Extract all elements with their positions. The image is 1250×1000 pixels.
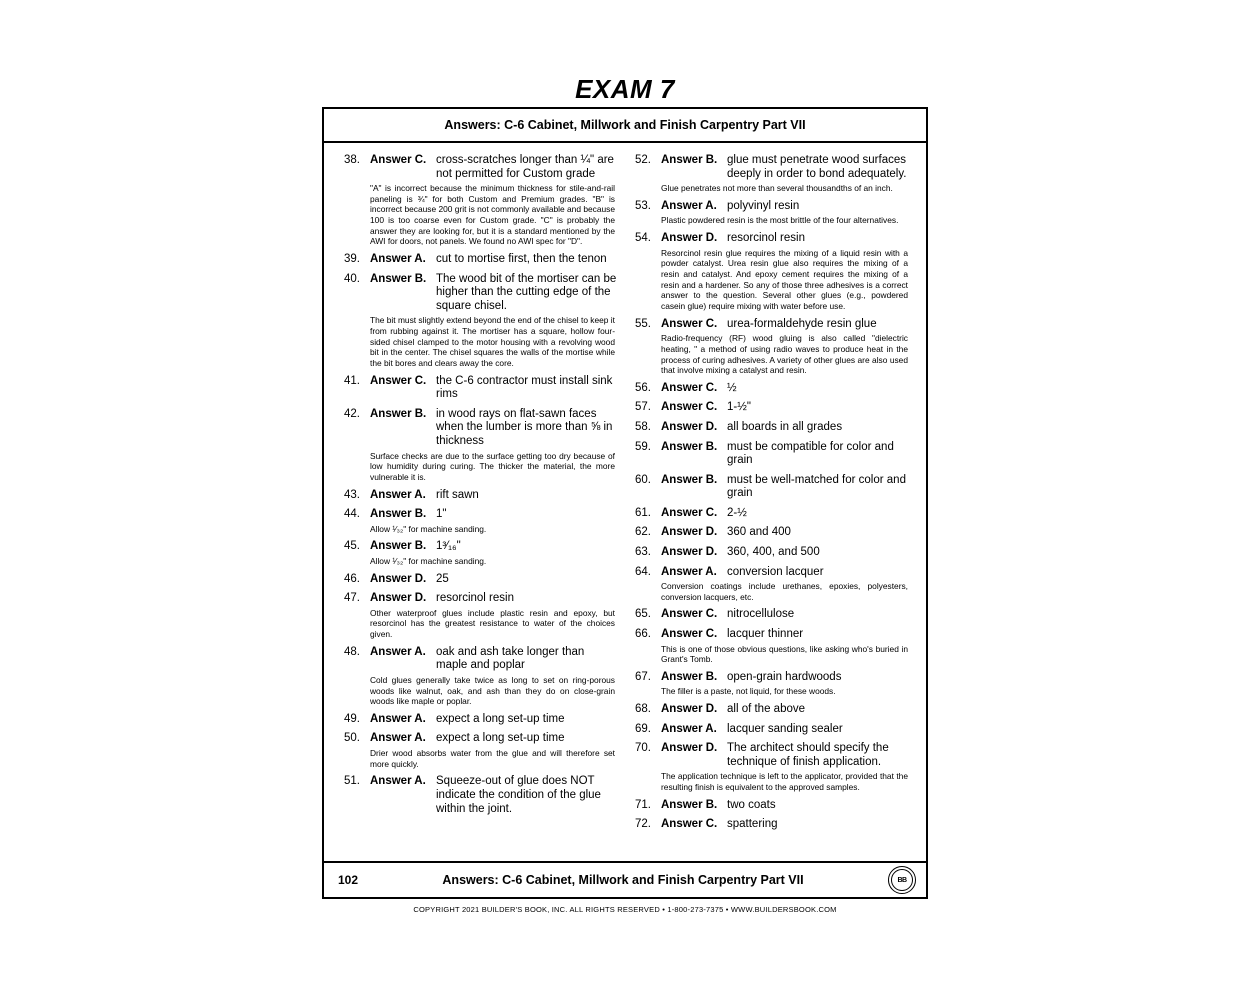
answer-number: 67. xyxy=(635,670,651,683)
answer-explanation: Plastic powdered resin is the most brittle of the four alternatives. xyxy=(661,215,899,226)
answer-number: 48. xyxy=(344,645,360,658)
row-spacer xyxy=(344,817,617,821)
answer-text: polyvinyl resin xyxy=(727,199,800,212)
answer-row xyxy=(344,591,617,606)
answer-number: 52. xyxy=(635,154,651,166)
answer-number: 54. xyxy=(635,232,651,245)
answer-letter: Answer D. xyxy=(661,232,718,245)
sheet-footer xyxy=(324,861,926,897)
answer-text: the C-6 contractor must install sink rims xyxy=(436,374,613,401)
answer-row xyxy=(635,607,910,622)
answer-row xyxy=(635,231,910,246)
answer-number: 45. xyxy=(344,540,360,553)
answer-row xyxy=(635,153,910,181)
answer-number: 64. xyxy=(635,565,651,578)
answer-letter: Answer A. xyxy=(370,732,426,745)
answer-text: rift sawn xyxy=(436,488,479,501)
answer-number: 69. xyxy=(635,722,651,735)
answer-explanation: Surface checks are due to the surface getting too dry because of low humidity during curing. The thicker the material, the more vulnerable it is. xyxy=(370,450,615,482)
answer-letter: Answer D. xyxy=(661,526,718,539)
answer-number: 58. xyxy=(635,421,651,433)
answer-row xyxy=(635,702,910,717)
answer-row xyxy=(344,572,617,587)
answer-letter: Answer B. xyxy=(661,670,718,683)
answer-row xyxy=(635,506,910,521)
answer-letter: Answer D. xyxy=(661,545,718,558)
answer-letter: Answer D. xyxy=(370,592,427,605)
answer-text: cut to mortise first, then the tenon xyxy=(436,253,607,266)
answer-letter: Answer B. xyxy=(661,154,718,166)
answer-letter: Answer A. xyxy=(370,712,426,725)
answer-row xyxy=(344,731,617,746)
answer-text: lacquer thinner xyxy=(727,627,804,640)
answer-text: spattering xyxy=(727,818,778,831)
answer-text: 2-½ xyxy=(727,506,747,519)
answer-row xyxy=(635,440,910,468)
answer-row xyxy=(344,774,617,816)
answer-number: 70. xyxy=(635,742,651,755)
answer-text: two coats xyxy=(727,798,776,811)
answer-letter: Answer D. xyxy=(370,572,427,585)
answer-letter: Answer B. xyxy=(370,508,427,521)
answer-number: 61. xyxy=(635,506,651,519)
answer-number: 60. xyxy=(635,473,651,486)
answer-letter: Answer B. xyxy=(370,540,427,553)
answer-letter: Answer B. xyxy=(370,407,427,420)
answer-number: 47. xyxy=(344,592,360,605)
answer-row xyxy=(635,381,910,396)
answer-explanation: Conversion coatings include urethanes, epoxies, polyesters, conversion lacquers, etc. xyxy=(661,581,908,602)
answer-sheet xyxy=(322,107,928,899)
answer-letter: Answer C. xyxy=(661,818,718,831)
answer-explanation: Radio-frequency (RF) wood gluing is also called "dielectric heating, " a method of using radio waves to produce heat in the process of curing adhesives. A variety of other glues are also used that involve mixing a catalyst and resin. xyxy=(661,333,908,376)
answer-letter: Answer A. xyxy=(661,565,717,578)
answer-row xyxy=(635,199,910,214)
answer-text: all boards in all grades xyxy=(727,421,843,433)
answer-row xyxy=(344,507,617,522)
answer-text: The wood bit of the mortiser can be higher than the cutting edge of the square chisel. xyxy=(436,272,617,312)
answer-row xyxy=(635,627,910,642)
answer-row xyxy=(635,798,910,813)
answer-number: 50. xyxy=(344,732,360,745)
sheet-header-title: Answers: C-6 Cabinet, Millwork and Finish Carpentry Part VII xyxy=(444,118,806,132)
answer-number: 46. xyxy=(344,572,360,585)
answer-row xyxy=(635,565,910,580)
answer-explanation: Allow ¹⁄₃₂" for machine sanding. xyxy=(370,523,487,534)
copyright-line: COPYRIGHT 2021 BUILDER'S BOOK, INC. ALL RIGHTS RESERVED • 1-800-273-7375 • WWW.BUILDERSBOOK.COM xyxy=(413,905,837,914)
answer-text: resorcinol resin xyxy=(727,232,805,245)
answer-letter: Answer B. xyxy=(661,798,718,811)
answer-text: oak and ash take longer than maple and poplar xyxy=(436,645,585,672)
answer-text: must be well-matched for color and grain xyxy=(727,473,906,500)
answer-text: ½ xyxy=(727,381,737,394)
footer-title: Answers: C-6 Cabinet, Millwork and Finish Carpentry Part VII xyxy=(442,873,804,887)
sheet-header xyxy=(324,109,926,143)
answer-letter: Answer A. xyxy=(661,199,717,212)
answer-text: cross-scratches longer than ¼" are not permitted for Custom grade xyxy=(436,154,614,180)
answer-number: 68. xyxy=(635,703,651,716)
answer-number: 57. xyxy=(635,401,651,414)
answer-row xyxy=(635,400,910,415)
row-spacer xyxy=(635,833,910,837)
answer-letter: Answer C. xyxy=(370,154,427,166)
answer-row xyxy=(635,317,910,332)
answer-row xyxy=(344,407,617,449)
answer-letter: Answer D. xyxy=(661,703,718,716)
answer-row xyxy=(635,722,910,737)
answer-explanation: Drier wood absorbs water from the glue and will therefore set more quickly. xyxy=(370,748,615,769)
answer-row xyxy=(635,741,910,769)
answer-explanation: The bit must slightly extend beyond the end of the chisel to keep it from rubbing against it. The mortiser has a square, hollow four-sided chisel clamped to the motor housing with a revolving wood bit in the center. The chisel squares the walls of the mortise while the bit bores and clears away the core. xyxy=(370,315,615,369)
answer-number: 41. xyxy=(344,374,360,387)
answer-number: 53. xyxy=(635,199,651,212)
answer-text: 1" xyxy=(436,508,447,521)
answer-text: in wood rays on flat-sawn faces when the lumber is more than ⅝ in thickness xyxy=(436,407,613,448)
answer-letter: Answer D. xyxy=(661,421,718,433)
answer-row xyxy=(344,153,617,181)
answer-number: 65. xyxy=(635,608,651,621)
answer-explanation: Glue penetrates not more than several thousandths of an inch. xyxy=(661,183,893,194)
answer-letter: Answer B. xyxy=(370,272,427,285)
answer-text: 25 xyxy=(436,572,449,585)
answer-explanation: "A" is incorrect because the minimum thickness for stile-and-rail paneling is ¾" for both Custom and Premium grades. "B" is incorrect because 200 grit is not commonly available and because 100 is too coarse even for Custom grade. "C" is probably the answer they are looking for, but it is a standard mentioned by the AWI for doors, not panels. We found no AWI spec for "D". xyxy=(370,183,615,247)
answer-text: resorcinol resin xyxy=(436,592,514,605)
answer-explanation: Other waterproof glues include plastic resin and epoxy, but resorcinol has the greatest resistance to water of the choices given. xyxy=(370,607,615,640)
answer-number: 71. xyxy=(635,798,651,811)
answer-number: 44. xyxy=(344,508,360,521)
answer-row xyxy=(344,374,617,402)
answer-letter: Answer A. xyxy=(370,253,426,266)
answer-number: 72. xyxy=(635,818,651,831)
answer-columns xyxy=(324,143,926,863)
publisher-logo-icon xyxy=(888,866,916,894)
answer-letter: Answer C. xyxy=(661,506,718,519)
answer-number: 40. xyxy=(344,272,360,285)
answer-row xyxy=(344,645,617,673)
answer-number: 63. xyxy=(635,545,651,558)
answer-text: open-grain hardwoods xyxy=(727,670,842,683)
answer-number: 56. xyxy=(635,381,651,394)
answer-row xyxy=(344,488,617,503)
answer-number: 38. xyxy=(344,154,360,166)
answer-explanation: Resorcinol resin glue requires the mixing of a liquid resin with a powder catalyst. Urea resin glue also requires the mixing of a resin and catalyst. And epoxy cement requires the mixing of a resin and a hardener. So any of those three adhesives is a correct answer to the question. Several other glues (e.g., powdered casein glue) require mixing with water before use. xyxy=(661,247,908,311)
answer-text: expect a long set-up time xyxy=(436,732,565,745)
answer-text: expect a long set-up time xyxy=(436,712,565,725)
answer-row xyxy=(635,525,910,540)
answer-text: 360, 400, and 500 xyxy=(727,545,820,558)
answer-text: must be compatible for color and grain xyxy=(727,440,894,467)
left-column xyxy=(330,153,625,863)
answer-letter: Answer C. xyxy=(661,608,718,621)
answer-number: 55. xyxy=(635,317,651,330)
footer-page-number: 102 xyxy=(338,873,359,887)
answer-text: Squeeze-out of glue does NOT indicate the condition of the glue within the joint. xyxy=(436,775,601,815)
answer-explanation: Allow ¹⁄₃₂" for machine sanding. xyxy=(370,555,487,566)
answer-number: 66. xyxy=(635,627,651,640)
answer-letter: Answer A. xyxy=(370,645,426,658)
exam-title: EXAM 7 xyxy=(575,74,675,104)
answer-letter: Answer A. xyxy=(370,775,426,788)
answer-row xyxy=(635,420,910,435)
answer-row xyxy=(635,545,910,560)
answer-letter: Answer A. xyxy=(370,488,426,501)
answer-text: urea-formaldehyde resin glue xyxy=(727,317,877,330)
answer-number: 51. xyxy=(344,775,360,788)
publisher-logo-text: BB xyxy=(897,876,907,884)
answer-number: 62. xyxy=(635,526,651,539)
answer-text: all of the above xyxy=(727,703,806,716)
answer-letter: Answer C. xyxy=(661,381,718,394)
answer-letter: Answer A. xyxy=(661,722,717,735)
answer-number: 43. xyxy=(344,488,360,501)
answer-text: 360 and 400 xyxy=(727,526,791,539)
answer-letter: Answer C. xyxy=(661,317,718,330)
answer-number: 49. xyxy=(344,712,360,725)
right-column xyxy=(625,153,920,863)
answer-text: conversion lacquer xyxy=(727,565,824,578)
answer-row xyxy=(635,817,910,832)
answer-explanation: The filler is a paste, not liquid, for these woods. xyxy=(661,686,836,697)
answer-text: 1-½" xyxy=(727,401,751,414)
answer-letter: Answer D. xyxy=(661,742,718,755)
answer-row xyxy=(344,712,617,727)
answer-text: 1³⁄₁₆" xyxy=(436,540,461,553)
answer-letter: Answer C. xyxy=(370,374,427,387)
answer-letter: Answer C. xyxy=(661,401,718,414)
answer-text: The architect should specify the technique of finish application. xyxy=(727,742,889,768)
answer-text: nitrocellulose xyxy=(727,608,795,621)
answer-text: glue must penetrate wood surfaces deeply in order to bond adequately. xyxy=(727,154,907,180)
answer-explanation: The application technique is left to the applicator, provided that the resulting finish is equivalent to the approved samples. xyxy=(661,771,908,793)
answer-row xyxy=(344,272,617,314)
answer-explanation: This is one of those obvious questions, like asking who's buried in Grant's Tomb. xyxy=(661,643,908,665)
answer-text: lacquer sanding sealer xyxy=(727,722,843,735)
answer-explanation: Cold glues generally take twice as long to set on ring-porous woods like walnut, oak, and ash than they do on close-grain woods like maple or poplar. xyxy=(370,674,615,707)
answer-row xyxy=(635,670,910,685)
answer-number: 39. xyxy=(344,253,360,266)
answer-row xyxy=(344,252,617,267)
answer-number: 42. xyxy=(344,407,360,420)
answer-letter: Answer B. xyxy=(661,473,718,486)
answer-row xyxy=(344,539,617,554)
answer-number: 59. xyxy=(635,440,651,453)
answer-row xyxy=(635,473,910,501)
answer-letter: Answer B. xyxy=(661,440,718,453)
answer-letter: Answer C. xyxy=(661,627,718,640)
